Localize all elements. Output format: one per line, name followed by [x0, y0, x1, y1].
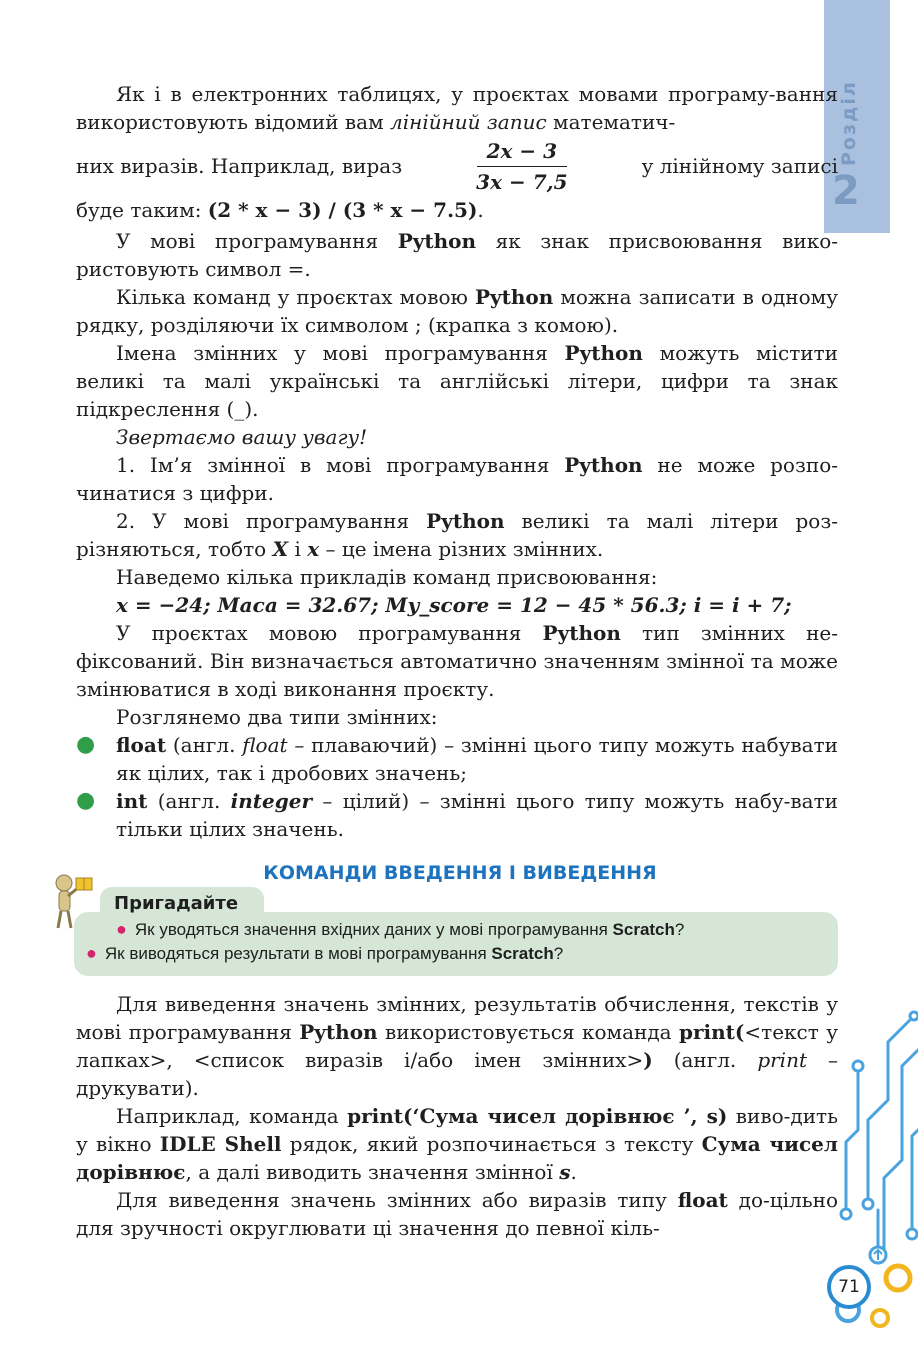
reminder-question-1: ● Як уводяться значення вхідних даних у мові програмування Scratch? [116, 919, 685, 939]
paragraph-print-example: Наприклад, команда print(‘Сума чисел дорівнює ’, s) виво-дить у вікно IDLE Shell рядок, який розпочинається з тексту Сума чисел дорівнює, а далі виводить значення змінної s. [76, 1104, 839, 1184]
fraction-row: них виразів. Наприклад, вираз $\frac{2x - 3}{3x - 7,5}$ у лінійному записі [76, 138, 838, 194]
attention-note: Звертаємо вашу увагу! [116, 425, 368, 449]
bullet-icon: ● [76, 788, 96, 813]
paragraph-print-command: Для виведення значень змінних, результатів обчислення, текстів у мові програмування Python використовується команда print(<текст у лапках>, <список виразів і/або імен змінних>) (англ. print – друкувати). [76, 992, 839, 1100]
paragraph-float-rounding: Для виведення значень змінних або виразів типу float до-цільно для зручності округлювати ці значення до певної кіль- [76, 1188, 838, 1240]
examples-intro: Наведемо кілька прикладів команд присвоювання: [116, 565, 658, 589]
reminder-question-2: ● Як виводяться результати в мові програмування Scratch? [86, 943, 564, 963]
paragraph-assignment: У мові програмування Python як знак присвоювання вико-ристовують символ =. [76, 229, 839, 281]
paragraph-linear-example: буде таким: (2 * x − 3) / (3 * x − 7.5). [76, 198, 484, 222]
types-intro: Розглянемо два типи змінних: [116, 705, 438, 729]
section-heading: КОМАНДИ ВВЕДЕННЯ І ВИВЕДЕННЯ [263, 862, 657, 884]
main-text-top [76, 80, 838, 843]
reminder-title: Пригадайте [114, 893, 239, 914]
list-item-int: ● int (англ. integer – цілий) – змінні цього типу можуть набу-вати тільки цілих значень. [76, 788, 839, 841]
pink-bullet-icon: ● [116, 919, 127, 939]
page-number: 71 [827, 1265, 871, 1309]
assignment-examples: x = −24; Маса = 32.67; My_score = 12 − 45 * 56.3; i = i + 7; [116, 593, 792, 617]
chapter-label: Розділ [838, 80, 860, 166]
paragraph-linear-notation: Як і в електронних таблицях, у проєктах мовами програму-вання використовують відомий вам лінійний запис математич- [76, 82, 838, 134]
rule-2: 2. У мові програмування Python великі та малі літери роз-різняються, тобто X і x – це імена різних змінних. [76, 509, 839, 561]
paragraph-dynamic-typing: У проєктах мовою програмування Python тип змінних не-фіксований. Він визначається автоматично значенням змінної та може змінюватися в ході виконання проєкту. [76, 621, 839, 701]
pink-bullet-icon: ● [86, 943, 97, 963]
bullet-icon: ● [76, 732, 96, 757]
main-text-bottom [76, 990, 838, 1242]
chapter-number: 2 [832, 168, 860, 214]
rule-1: 1. Ім’я змінної в мові програмування Python не може розпо-чинатися з цифри. [76, 453, 839, 505]
list-item-float: ● float (англ. float – плаваючий) – змінні цього типу можуть набувати як цілих, так і дробових значень; [76, 732, 839, 785]
paragraph-one-line: Кілька команд у проєктах мовою Python можна записати в одному рядку, розділяючи їх символом ; (крапка з комою). [76, 285, 838, 337]
fraction-expression: $\frac{2x - 3}{3x - 7,5}$ [476, 138, 568, 194]
paragraph-variable-names: Імена змінних у мові програмування Python можуть містити великі та малі українські та англійські літери, цифри та знак підкреслення (_). [76, 341, 839, 421]
